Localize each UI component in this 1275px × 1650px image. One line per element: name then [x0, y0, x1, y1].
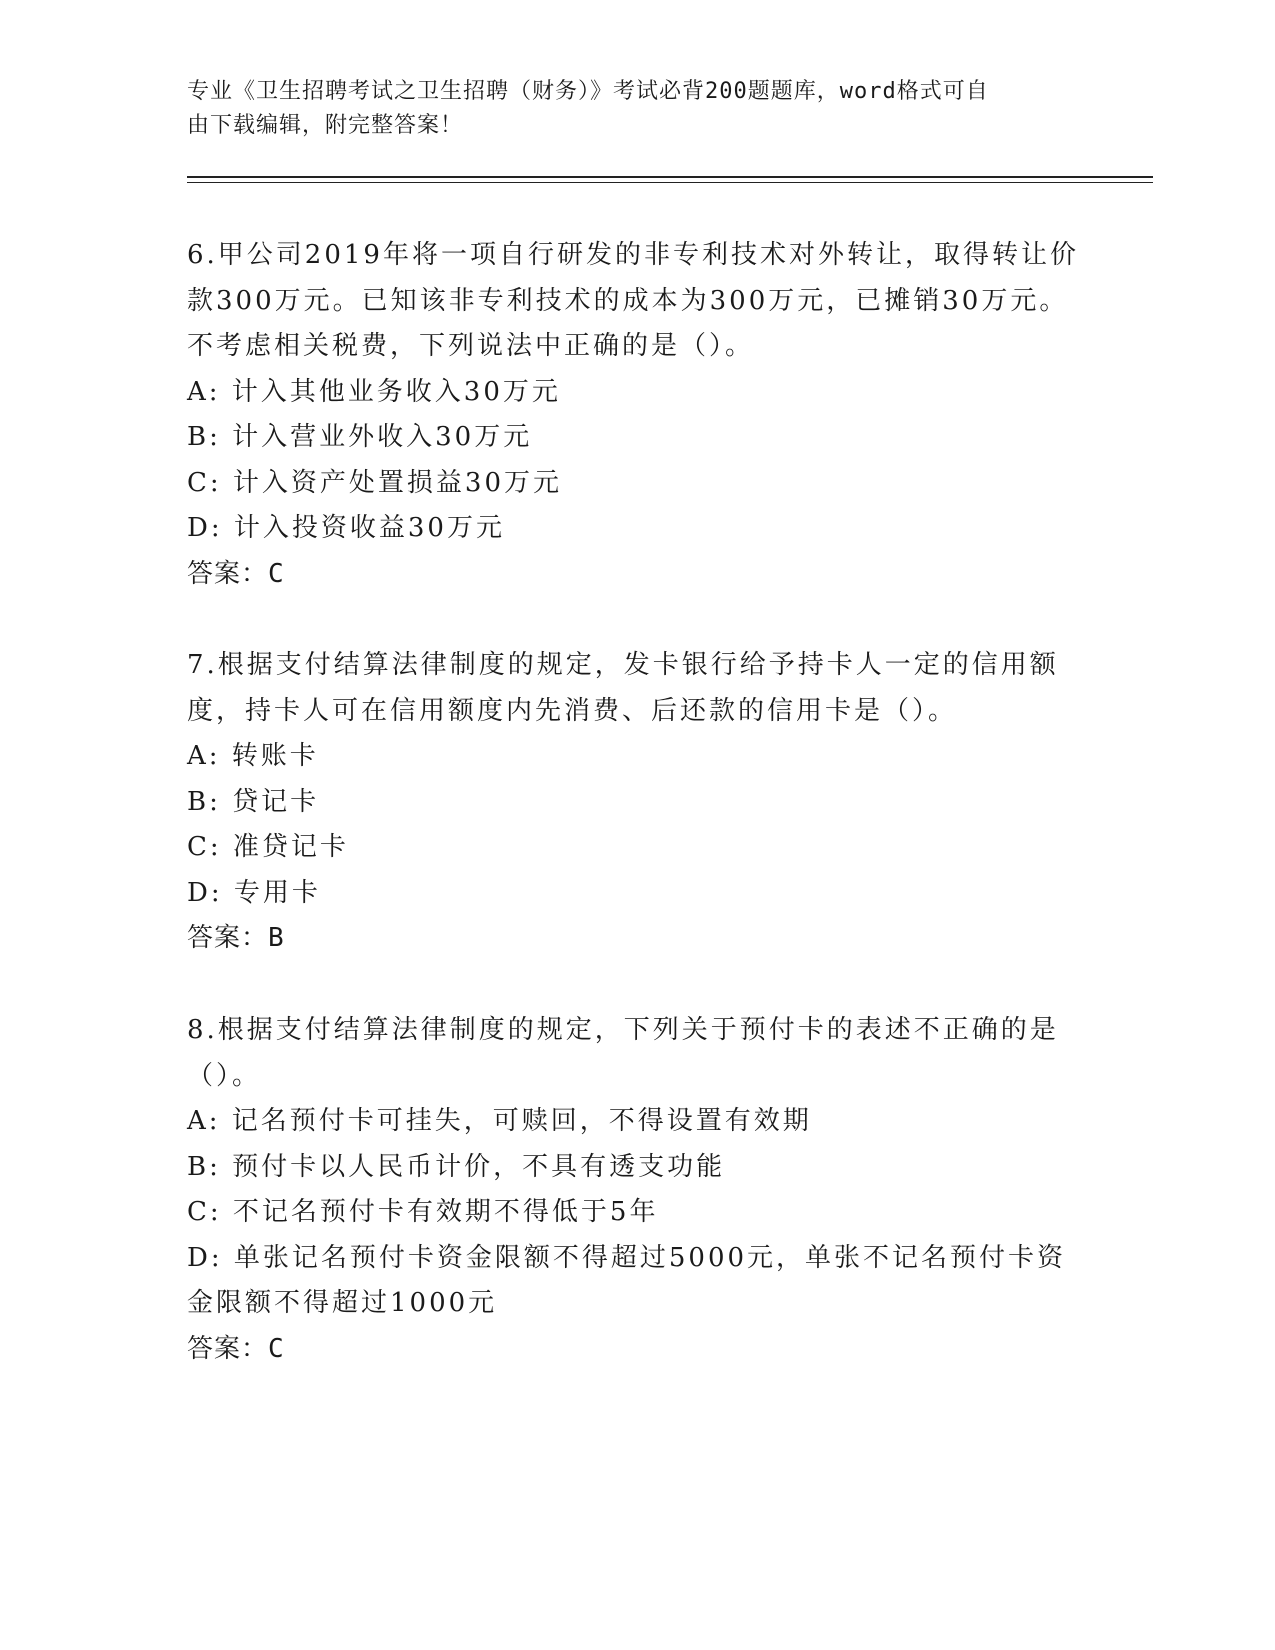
answer-label: 答案：C [187, 1333, 285, 1364]
option-b: B: 计入营业外收入30万元 [187, 422, 533, 452]
answer-label: 答案：B [187, 923, 285, 953]
option-d: D: 专用卡 [187, 877, 321, 908]
option-d-continued: 金限额不得超过1000元 [187, 1288, 498, 1318]
question-6 [187, 233, 1087, 597]
question-stem-line: 7.根据支付结算法律制度的规定，发卡银行给予持卡人一定的信用额 [187, 650, 1059, 680]
answer-label: 答案：C [187, 558, 285, 589]
option-b: B: 预付卡以人民币计价，不具有透支功能 [187, 1151, 726, 1182]
question-stem-line: 6.甲公司2019年将一项自行研发的非专利技术对外转让，取得转让价 [187, 240, 1079, 270]
question-stem-line: 款300万元。已知该非专利技术的成本为300万元，已摊销30万元。 [187, 285, 1069, 316]
header-line-1: 专业《卫生招聘考试之卫生招聘（财务）》考试必背200题题库，word格式可自 [187, 79, 989, 104]
option-c: C: 不记名预付卡有效期不得低于5年 [187, 1197, 659, 1227]
option-d: D: 计入投资收益30万元 [187, 513, 505, 543]
question-8 [187, 1008, 1087, 1372]
document-header [187, 75, 1067, 143]
option-d: D: 单张记名预付卡资金限额不得超过5000元，单张不记名预付卡资 [187, 1242, 1067, 1273]
question-7 [187, 643, 1087, 962]
question-stem-line: （）。 [187, 1060, 262, 1091]
header-divider-bottom [187, 182, 1153, 183]
option-a: A: 计入其他业务收入30万元 [187, 376, 561, 407]
question-stem-line: 8.根据支付结算法律制度的规定，下列关于预付卡的表述不正确的是 [187, 1015, 1059, 1045]
option-a: A: 转账卡 [187, 741, 319, 771]
option-c: C: 准贷记卡 [187, 832, 349, 862]
question-stem-line: 度，持卡人可在信用额度内先消费、后还款的信用卡是（）。 [187, 695, 958, 726]
option-c: C: 计入资产处置损益30万元 [187, 467, 563, 498]
option-b: B: 贷记卡 [187, 786, 320, 817]
header-divider-top [187, 176, 1153, 178]
option-a: A: 记名预付卡可挂失，可赎回，不得设置有效期 [187, 1106, 812, 1136]
header-line-2: 由下载编辑，附完整答案！ [187, 113, 464, 138]
question-stem-line: 不考虑相关税费，下列说法中正确的是（）。 [187, 331, 755, 361]
